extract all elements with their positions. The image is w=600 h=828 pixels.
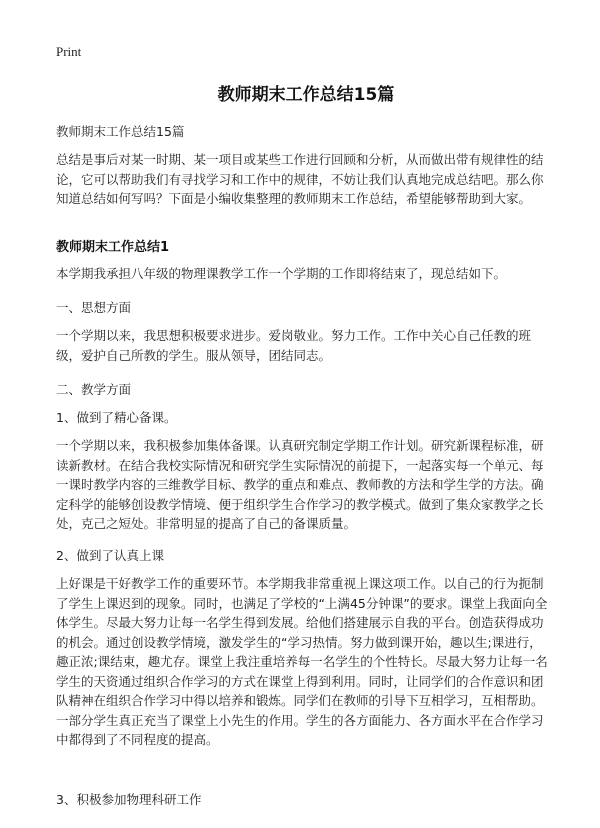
document-subtitle: 教师期末工作总结15篇 <box>56 124 185 139</box>
paragraph-3: 一个学期以来，我积极参加集体备课。认真研究制定学期工作计划。研究新课程标准，研读新教材。在结合我校实际情况和研究学生实际情况的前提下，一起落实每一个单元、每一课时教学内容的三维教学目标、教学的重点和难点、教师教的方法和学生学的方法。确定科学的能够创设教学情境、便于组织学生合作学习的教学模式。做到了集众家教学之长处，克己之短处。非常明显的提高了自己的备课质量。 <box>56 438 544 531</box>
section-thought: 一、思想方面 <box>56 300 132 315</box>
print-link[interactable]: Print <box>56 44 82 59</box>
page-title: 教师期末工作总结15篇 <box>217 85 395 105</box>
subsection-3: 3、积极参加物理科研工作 <box>56 792 202 807</box>
intro-paragraph: 总结是事后对某一时期、某一项目或某些工作进行回顾和分析，从而做出带有规律性的结论，它可以帮助我们有寻找学习和工作中的规律，不妨让我们认真地完成总结吧。那么你知道总结如何写吗？下面是小编收集整理的教师期末工作总结，希望能够帮助到大家。 <box>56 152 544 206</box>
subsection-2: 2、做到了认真上课 <box>56 548 164 563</box>
paragraph-1: 本学期我承担八年级的物理课教学工作一个学期的工作即将结束了，现总结如下。 <box>56 266 507 281</box>
paragraph-2: 一个学期以来，我思想积极要求进步。爱岗敬业。努力工作。工作中关心自己任教的班级，爱护自己所教的学生。服从领导，团结同志。 <box>56 328 532 363</box>
section-teaching: 二、教学方面 <box>56 382 132 397</box>
paragraph-4: 上好课是干好教学工作的重要环节。本学期我非常重视上课这项工作。以自己的行为扼制了学生上课迟到的现象。同时，也满足了学校的“上满45分钟课”的要求。课堂上我面向全体学生。尽最大努力让每一名学生得到发展。给他们搭建展示自我的平台。创造获得成功的机会。通过创设教学情境，激发学生的“学习热情。努力做到课开始，趣以生;课进行，趣正浓;课结束，趣尤存。课堂上我注重培养每一名学生的个性特长。尽最大努力让每一名学生的天资通过组织合作学习的方式在课堂上得到利用。同时，让同学们的合作意识和团队精神在组织合作学习中得以培养和锻炼。同学们在教师的引导下互相学习，互相帮助。一部分学生真正充当了课堂上小先生的作用。学生的各方面能力、各方面水平在合作学习中都得到了不同程度的提高。 <box>56 576 548 747</box>
section-heading-1: 教师期末工作总结1 <box>56 240 170 255</box>
subsection-1: 1、做到了精心备课。 <box>56 410 177 425</box>
